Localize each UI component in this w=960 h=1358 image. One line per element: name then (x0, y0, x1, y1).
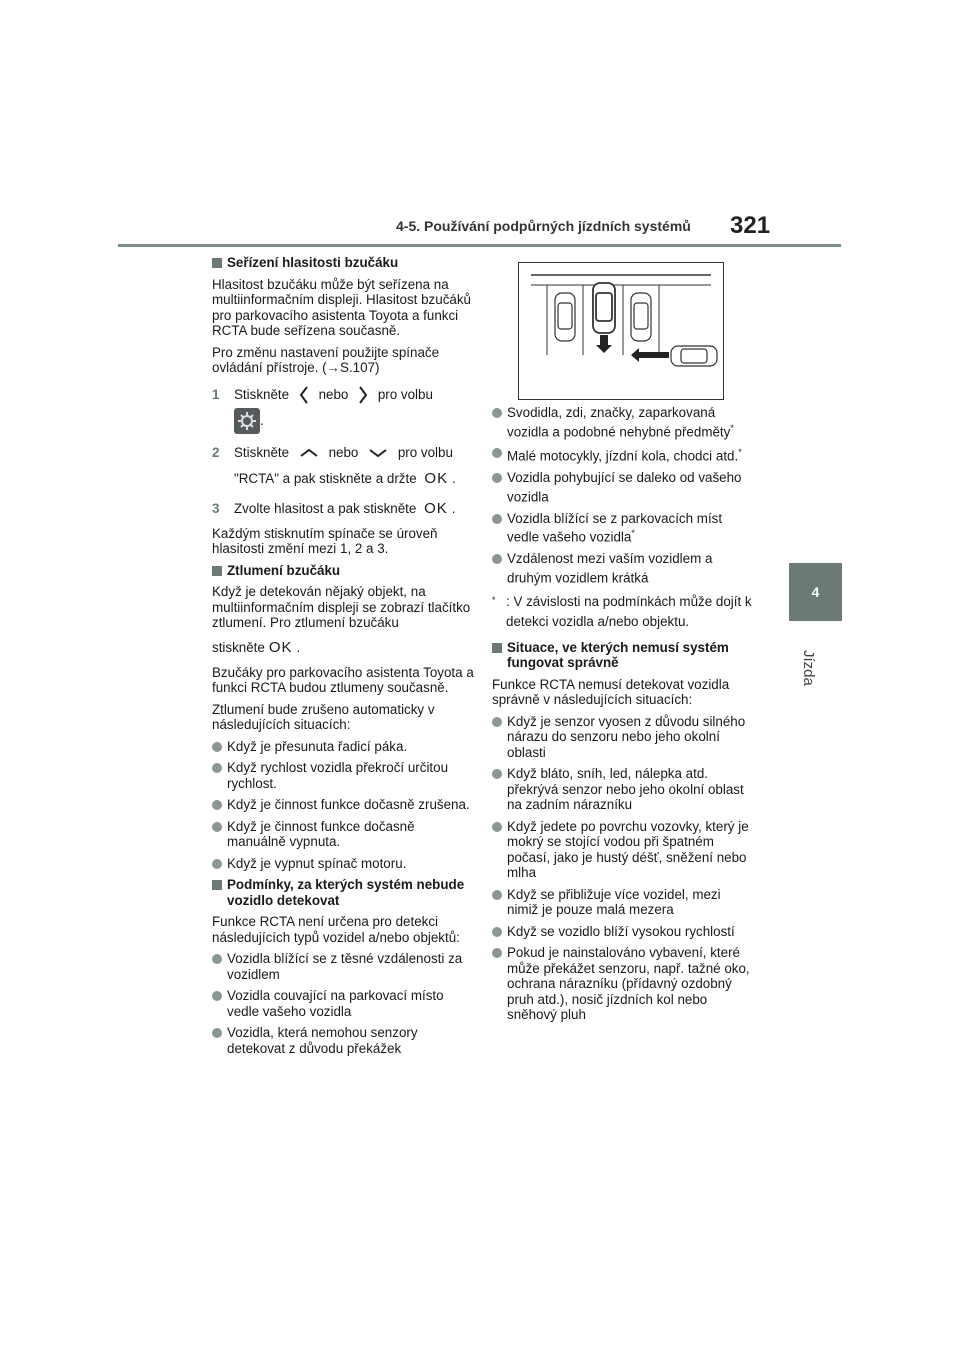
list-item: Když se vozidlo blíží vysokou rychlostí (492, 924, 754, 940)
bullet-icon (212, 991, 222, 1001)
step-3: 3 Zvolte hlasitost a pak stiskněte OK . (212, 498, 474, 520)
bullet-icon (212, 859, 222, 869)
list-item: Vozidla pohybující se daleko od vašeho vozidla (492, 470, 754, 504)
step-1: 1 Stiskněte nebo pro volbu . (212, 382, 474, 434)
list-item: Když je činnost funkce dočasně manuálně vypnuta. (212, 819, 474, 850)
header-divider (118, 244, 841, 247)
parked-car-right (631, 293, 651, 341)
bullet-icon (212, 763, 222, 773)
ok-button-icon: OK (424, 469, 449, 487)
parking-illustration (519, 263, 723, 399)
ok-button-icon: OK (424, 499, 448, 517)
gear-icon (234, 408, 260, 434)
list-item: Svodidla, zdi, značky, zaparkovaná vozidla a podobné nehybné předměty* (492, 405, 754, 439)
section-heading: Seřízení hlasitosti bzučáku (212, 255, 474, 271)
paragraph: Funkce RCTA není určena pro detekci následujících typů vozidel a/nebo objektů: (212, 914, 460, 945)
footnote: * : V závislosti na podmínkách může dojít k detekci vozidla a/nebo objektu. (492, 593, 752, 629)
paragraph: Bzučáky pro parkovacího asistenta Toyota a funkci RCTA budou ztlumeny současně. (212, 664, 474, 696)
right-column (492, 405, 754, 1029)
chevron-down-icon (368, 448, 388, 458)
bullet-icon (212, 954, 222, 964)
chapter-tab[interactable]: 4 (789, 563, 842, 621)
bullet-icon (212, 800, 222, 810)
reverse-arrow-icon (596, 335, 612, 353)
chevron-up-icon (299, 448, 319, 458)
ok-button-icon: OK (268, 638, 293, 656)
list-item: Když bláto, sníh, led, nálepka atd. překrývá senzor nebo jeho okolní oblast na zadním nárazníku (492, 766, 754, 813)
page-number: 321 (730, 212, 771, 239)
list-item: Vozidla couvající na parkovací místo vedle vašeho vozidla (212, 988, 474, 1019)
list-item: Když rychlost vozidla překročí určitou rychlost. (212, 760, 474, 791)
list-item: Malé motocykly, jízdní kola, chodci atd.* (492, 445, 754, 464)
section-heading: Ztlumení bzučáku (212, 563, 474, 579)
paragraph: Ztlumení bude zrušeno automaticky v následujících situacích: (212, 701, 435, 733)
list-item: Vozidla blížící se z těsné vzdálenosti za vozidlem (212, 951, 474, 982)
list-item: Pokud je nainstalováno vybavení, které může překážet senzoru, např. tažné oko, ochrana nárazníku (přídavný ozdobný pruh atd.), nosič jízdních kol nebo sněhový pluh (492, 945, 754, 1023)
step-2: 2 Stiskněte nebo pro volbu "RCTA" a pak stiskněte a držte OK . (212, 440, 474, 492)
bullet-icon (492, 448, 502, 458)
approaching-car (671, 346, 717, 366)
bullet-icon (492, 717, 502, 727)
list-item: Vzdálenost mezi vaším vozidlem a druhým vozidlem krátká (492, 551, 754, 585)
bullet-icon (212, 742, 222, 752)
list-item: Když je přesunuta řadicí páka. (212, 739, 474, 755)
bullet-icon (492, 554, 502, 564)
list-item: Vozidla blížící se z parkovacích míst vedle vašeho vozidla* (492, 511, 754, 545)
list-item: Vozidla, která nemohou senzory detekovat z důvodu překážek (212, 1025, 474, 1056)
paragraph: Pro změnu nastavení použijte spínače ovládání přístroje. (→S.107) (212, 344, 440, 375)
list-item: Když je senzor vyosen z důvodu silného nárazu do senzoru nebo jeho okolní oblasti (492, 714, 754, 761)
section-heading: Podmínky, za kterých systém nebude vozidlo detekovat (212, 877, 474, 908)
bullet-icon (492, 927, 502, 937)
chapter-tab-label: Jízda (800, 650, 817, 686)
bullet-icon (212, 1028, 222, 1038)
parked-car-left (555, 293, 575, 341)
bullet-icon (492, 514, 502, 524)
square-bullet-icon (492, 643, 502, 653)
list-item: Když je vypnut spínač motoru. (212, 856, 474, 872)
bullet-icon (492, 769, 502, 779)
own-vehicle (593, 283, 615, 333)
chevron-right-icon (358, 385, 368, 405)
paragraph: Každým stisknutím spínače se úroveň hlasitosti změní mezi 1, 2 a 3. (212, 525, 438, 557)
square-bullet-icon (212, 566, 222, 576)
bullet-icon (492, 948, 502, 958)
paragraph: Hlasitost bzučáku může být seřízena na multiinformačním displeji. Hlasitost bzučáků pro parkovacího asistenta Toyota a funkci RCTA bude seřízena současně. (212, 276, 471, 338)
square-bullet-icon (212, 880, 222, 890)
bullet-icon (492, 473, 502, 483)
left-column (212, 255, 474, 1062)
bullet-icon (492, 408, 502, 418)
paragraph: Když je detekován nějaký objekt, na multiinformačním displeji se zobrazí tlačítko ztlumení. Pro ztlumení bzučáku (212, 584, 471, 631)
approach-arrow-icon (631, 348, 669, 362)
chapter-title: 4-5. Používání podpůrných jízdních systémů (396, 218, 691, 234)
rcta-parking-diagram (518, 262, 724, 400)
paragraph: Funkce RCTA nemusí detekovat vozidla správně v následujících situacích: (492, 676, 730, 708)
list-item: Když je činnost funkce dočasně zrušena. (212, 797, 474, 813)
bullet-icon (492, 822, 502, 832)
list-item: Když se přibližuje více vozidel, mezi nimiž je pouze malá mezera (492, 887, 754, 918)
paragraph: stiskněte OK . (212, 637, 474, 659)
list-item: Když jedete po povrchu vozovky, který je mokrý se stojící vodou při špatném počasí, jako je hustý déšť, sněžení nebo mlha (492, 819, 754, 881)
square-bullet-icon (212, 258, 222, 268)
bullet-icon (212, 822, 222, 832)
chevron-left-icon (299, 385, 309, 405)
bullet-icon (492, 890, 502, 900)
section-heading: Situace, ve kterých nemusí systém fungovat správně (492, 640, 754, 671)
